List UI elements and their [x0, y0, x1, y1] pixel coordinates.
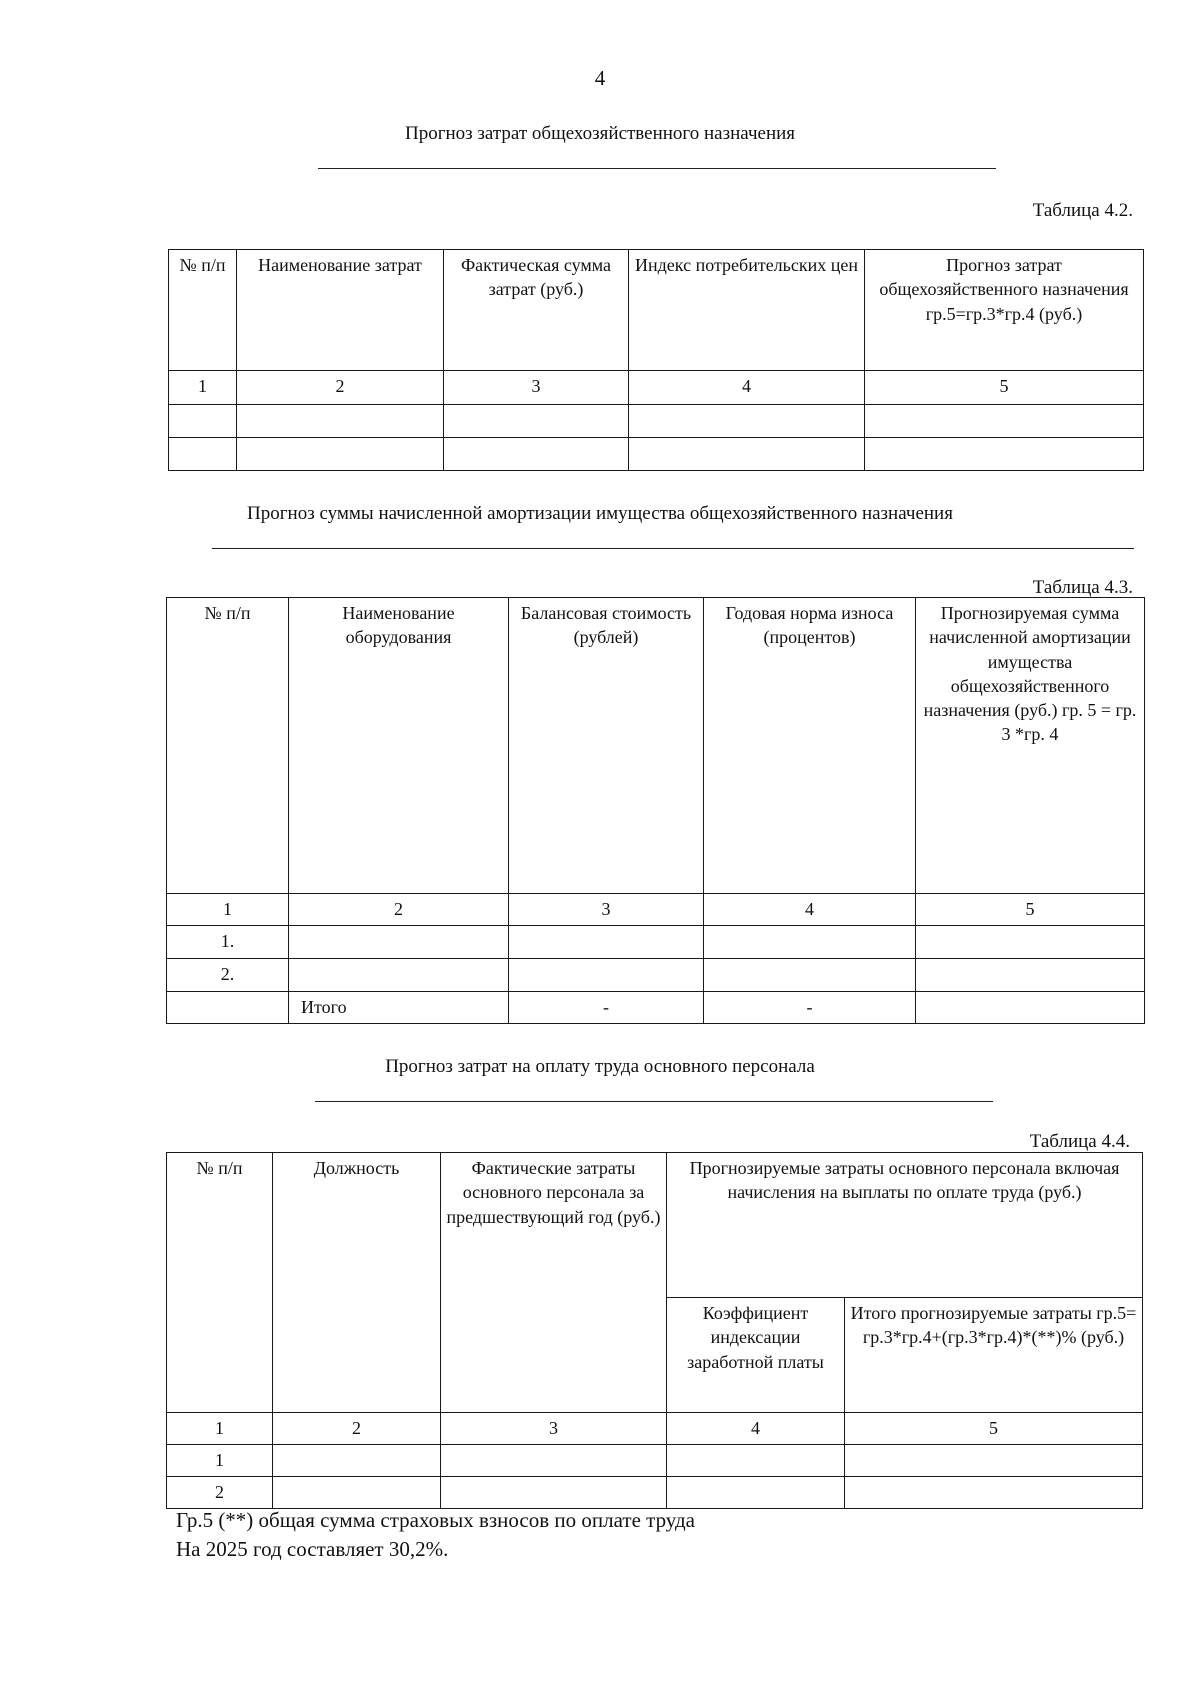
header-cell: Балансовая стоимость (рублей) — [509, 598, 704, 894]
total-cell: - — [704, 992, 916, 1024]
column-number-cell: 4 — [704, 894, 916, 926]
footnote-line: На 2025 год составляет 30,2%. — [176, 1537, 449, 1562]
table-row — [169, 438, 1144, 471]
table-cell — [916, 992, 1145, 1024]
column-number-cell: 5 — [865, 371, 1144, 405]
table-cell — [273, 1445, 441, 1477]
table-cell — [845, 1445, 1143, 1477]
table-4-4-label: Таблица 4.4. — [1029, 1131, 1130, 1152]
fill-in-line — [318, 168, 996, 169]
column-number-cell: 3 — [441, 1413, 667, 1445]
column-number-cell: 2 — [273, 1413, 441, 1445]
table-cell — [441, 1477, 667, 1509]
header-cell: Фактическая сумма затрат (руб.) — [444, 250, 629, 371]
table-cell — [444, 438, 629, 471]
row-number: 2 — [167, 1477, 273, 1509]
table-cell — [916, 926, 1145, 959]
table-row — [167, 1445, 1143, 1477]
table-cell — [865, 405, 1144, 438]
column-number-cell: 1 — [167, 894, 289, 926]
table-row — [169, 405, 1144, 438]
table-4-4 — [166, 1152, 1143, 1509]
header-cell: Прогнозируемая сумма начисленной амортизации имущества общехозяйственного назначения (руб.) гр. 5 = гр. 3 *гр. 4 — [916, 598, 1145, 894]
table-cell — [865, 438, 1144, 471]
column-number-cell: 5 — [845, 1413, 1143, 1445]
column-number-cell: 1 — [169, 371, 237, 405]
column-number-cell: 4 — [667, 1413, 845, 1445]
table-row — [167, 959, 1145, 992]
table-cell — [704, 959, 916, 992]
table-cell — [289, 959, 509, 992]
header-cell: № п/п — [167, 1153, 273, 1413]
header-cell: Прогнозируемые затраты основного персонала включая начисления на выплаты по оплате труда (руб.) — [667, 1153, 1143, 1298]
table-cell — [167, 992, 289, 1024]
total-row — [167, 992, 1145, 1024]
total-label: Итого — [289, 992, 509, 1024]
table-cell — [289, 926, 509, 959]
column-number-cell: 3 — [444, 371, 629, 405]
table-4-3-label: Таблица 4.3. — [1032, 577, 1133, 598]
table-cell — [441, 1445, 667, 1477]
table-cell — [916, 959, 1145, 992]
table-cell — [237, 438, 444, 471]
header-cell: Прогноз затрат общехозяйственного назначения гр.5=гр.3*гр.4 (руб.) — [865, 250, 1144, 371]
table-cell — [273, 1477, 441, 1509]
row-number: 1. — [167, 926, 289, 959]
table-cell — [845, 1477, 1143, 1509]
header-cell: Фактические затраты основного персонала за предшествующий год (руб.) — [441, 1153, 667, 1413]
page-number: 4 — [594, 66, 606, 90]
table-cell — [704, 926, 916, 959]
table-4-4-heading: Прогноз затрат на оплату труда основного персонала — [385, 1056, 815, 1077]
table-row — [167, 926, 1145, 959]
table-cell — [169, 405, 237, 438]
column-number-cell: 1 — [167, 1413, 273, 1445]
fill-in-line — [212, 548, 1134, 549]
footnote — [176, 1506, 1076, 1565]
table-4-2-label: Таблица 4.2. — [1032, 200, 1133, 221]
header-cell: № п/п — [169, 250, 237, 371]
table-4-2 — [168, 249, 1144, 471]
table-cell — [629, 405, 865, 438]
table-4-2-heading: Прогноз затрат общехозяйственного назначения — [404, 123, 796, 144]
header-cell: Наименование затрат — [237, 250, 444, 371]
table-cell — [509, 959, 704, 992]
table-cell — [667, 1445, 845, 1477]
subheader-cell: Итого прогнозируемые затраты гр.5= гр.3*гр.4+(гр.3*гр.4)*(**)% (руб.) — [845, 1298, 1143, 1413]
column-number-cell: 3 — [509, 894, 704, 926]
column-number-cell: 4 — [629, 371, 865, 405]
header-cell: Должность — [273, 1153, 441, 1413]
column-number-cell: 2 — [237, 371, 444, 405]
fill-in-line — [315, 1101, 993, 1102]
row-number: 2. — [167, 959, 289, 992]
header-cell: Годовая норма износа (процентов) — [704, 598, 916, 894]
total-cell: - — [509, 992, 704, 1024]
subheader-cell: Коэффициент индексации заработной платы — [667, 1298, 845, 1413]
table-cell — [237, 405, 444, 438]
table-row — [167, 1477, 1143, 1509]
row-number: 1 — [167, 1445, 273, 1477]
table-4-3 — [166, 597, 1145, 1024]
header-cell: Индекс потребительских цен — [629, 250, 865, 371]
table-4-3-heading: Прогноз суммы начисленной амортизации имущества общехозяйственного назначения — [247, 503, 953, 524]
table-cell — [169, 438, 237, 471]
column-number-cell: 2 — [289, 894, 509, 926]
column-number-cell: 5 — [916, 894, 1145, 926]
table-cell — [444, 405, 629, 438]
header-cell: № п/п — [167, 598, 289, 894]
footnote-line: Гр.5 (**) общая сумма страховых взносов по оплате труда — [176, 1508, 695, 1532]
table-cell — [629, 438, 865, 471]
header-cell: Наименование оборудования — [289, 598, 509, 894]
table-cell — [667, 1477, 845, 1509]
table-cell — [509, 926, 704, 959]
